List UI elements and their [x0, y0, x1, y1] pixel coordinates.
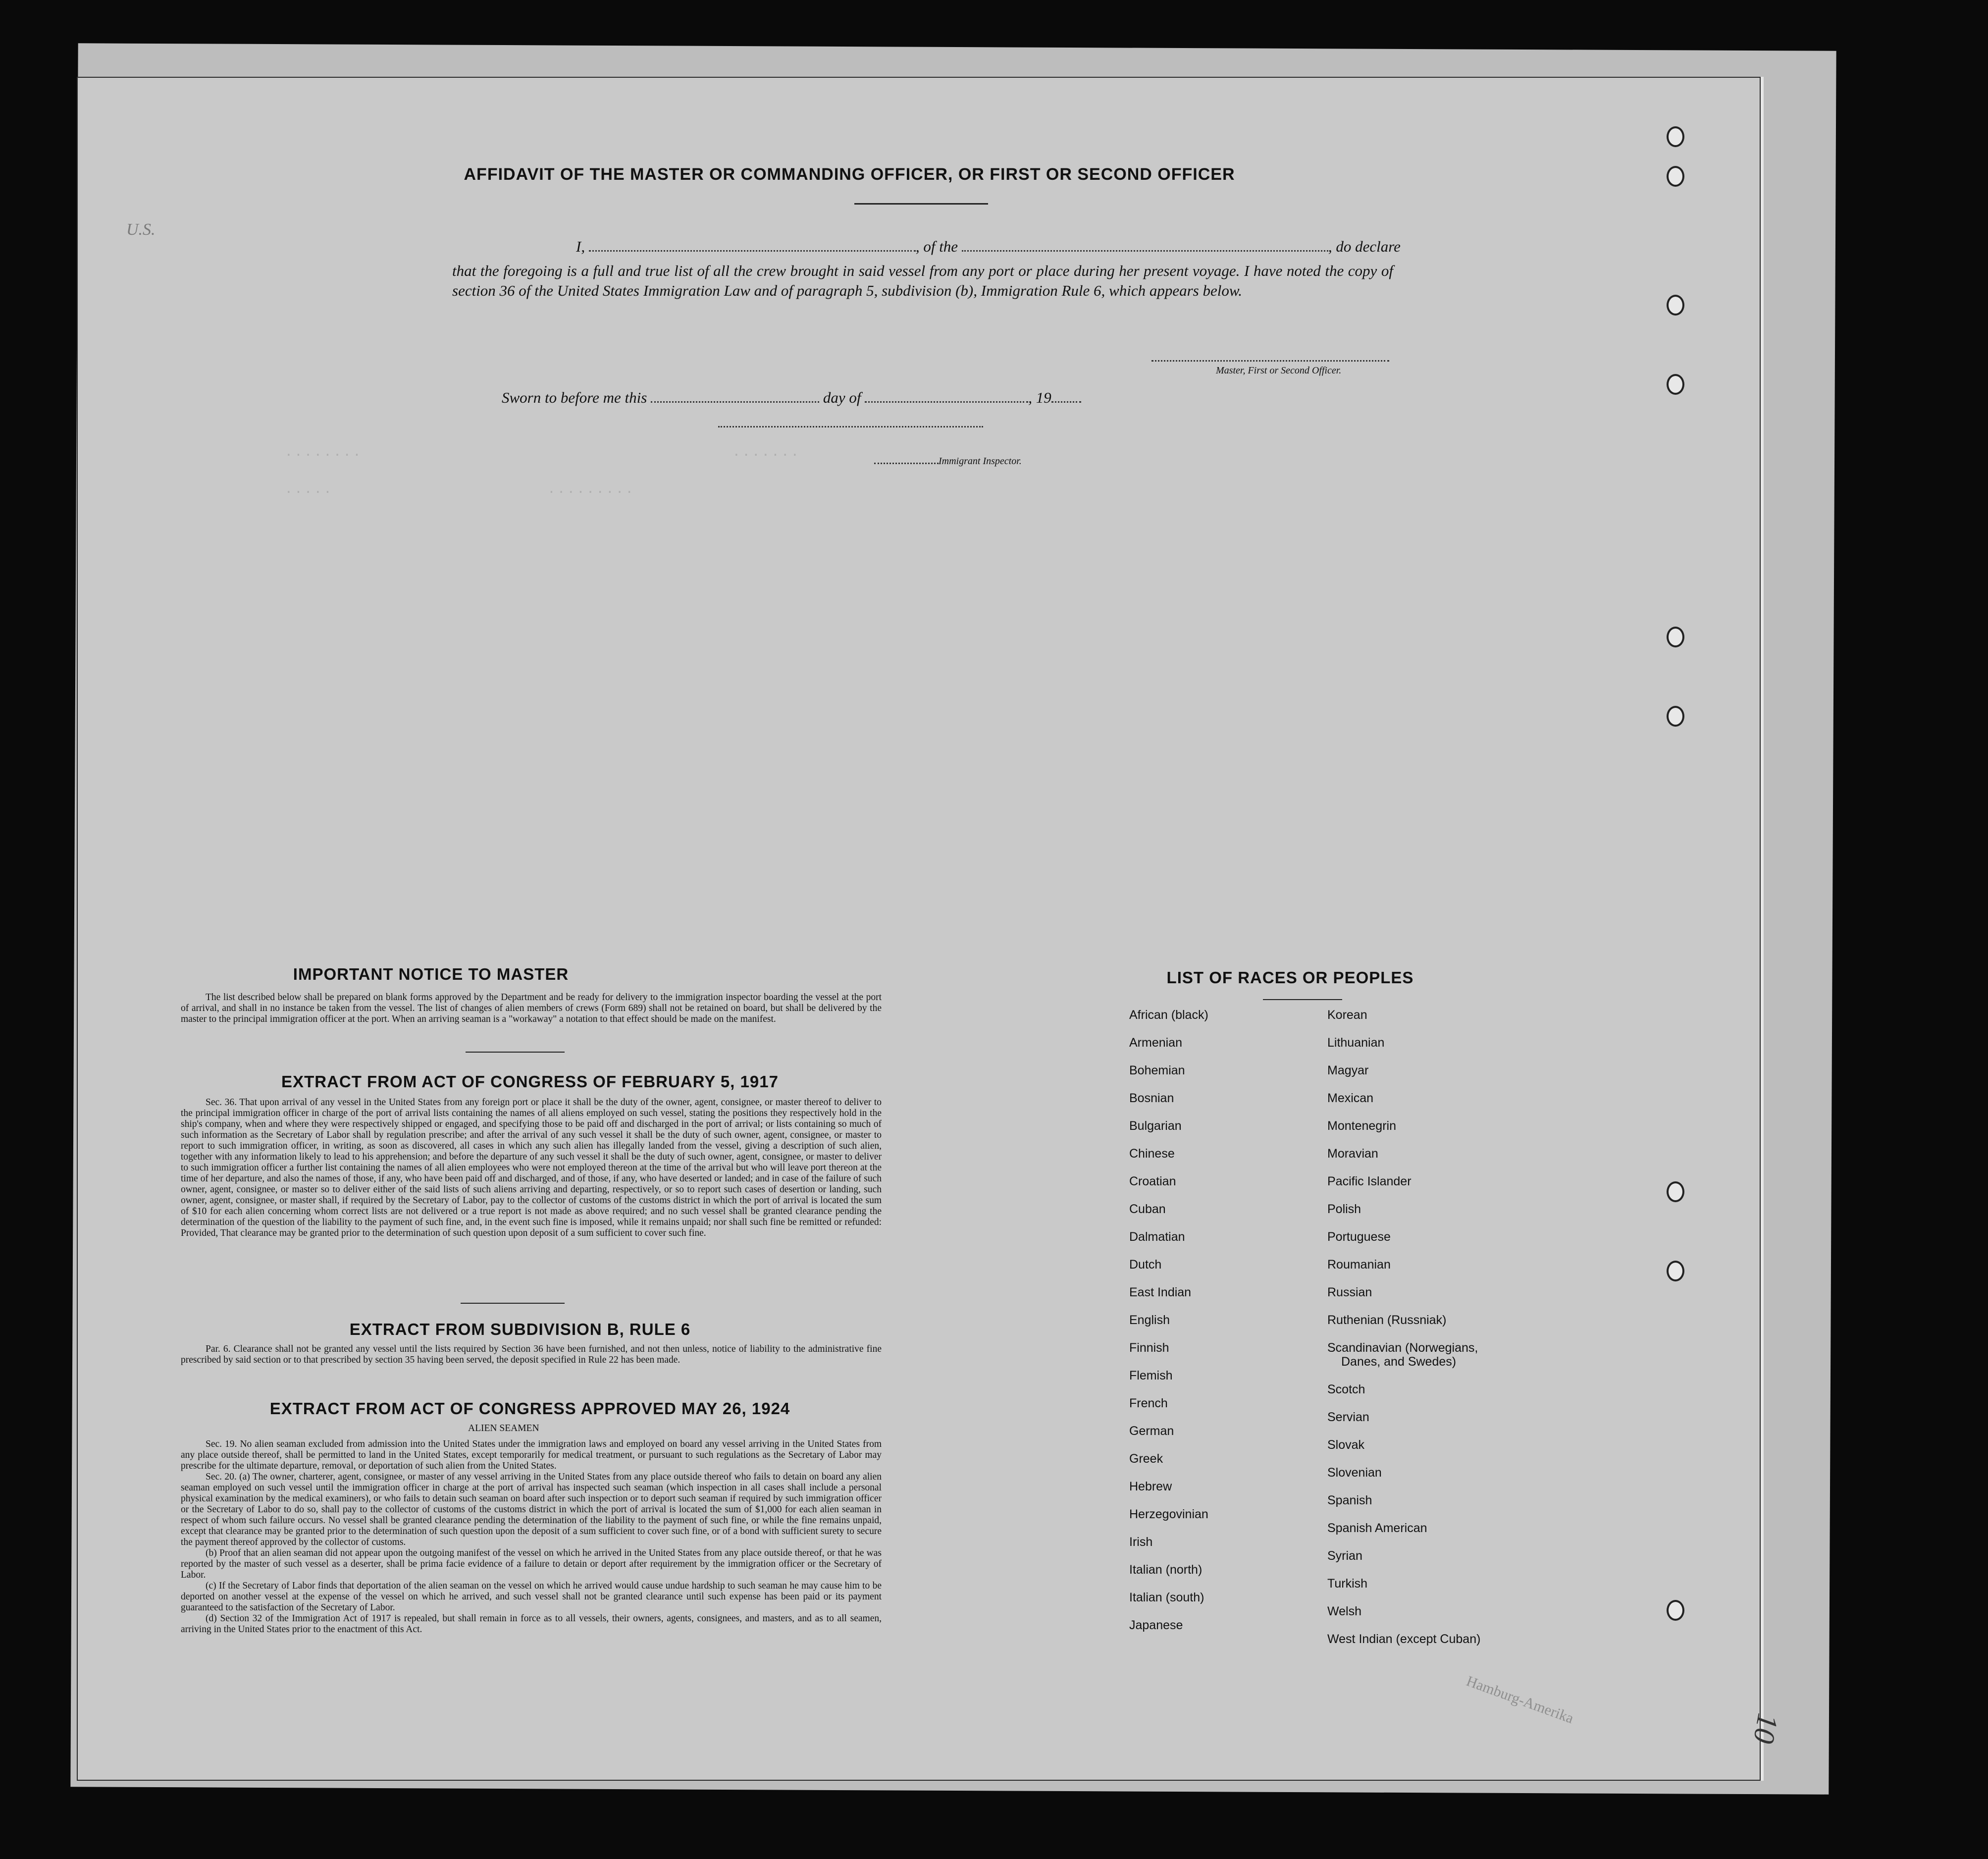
sworn-year-field[interactable]	[1051, 401, 1081, 403]
faded-stamp: Hamburg-Amerika	[1464, 1673, 1576, 1727]
race-item: Pacific Islander	[1327, 1174, 1412, 1188]
binder-hole	[1667, 295, 1684, 316]
race-item: Chinese	[1129, 1147, 1175, 1161]
race-item: Syrian	[1327, 1549, 1362, 1563]
extract-1917-rule	[461, 1303, 565, 1304]
race-item: Dalmatian	[1129, 1230, 1185, 1244]
sworn-month-field[interactable]	[865, 401, 1028, 403]
affidavit-body: that the foregoing is a full and true list of all the crew brought in said vessel from any port or place during her present voyage. I have noted the copy of section 36 of the United States Immigration Law and of paragraph 5, subdivision (b), Immigration Rule 6, which appears below.	[452, 262, 1393, 299]
race-item: French	[1129, 1396, 1168, 1410]
binder-hole	[1667, 374, 1684, 395]
manifest-page	[77, 77, 1785, 1781]
race-item: Slovak	[1327, 1438, 1365, 1452]
extract-1924-p4: (c) If the Secretary of Labor finds that deportation of the alien seaman on the vessel on which he arrived would cause undue hardship to such seaman he may cause him to be deported on another vessel at the expense of the vessel on which he arrived, and such vessel shall not be granted clearance until such expense has been paid or its payment guaranteed to the satisfaction of the Secretary of Labor.	[181, 1581, 882, 1613]
extract-1924-p5: (d) Section 32 of the Immigration Act of 1917 is repealed, but shall remain in force as to all vessels, their owners, agents, consignees, and masters, and as to all seamen, arriving in the United States prior to the enactment of this Act.	[181, 1613, 882, 1635]
affidavit-title: AFFIDAVIT OF THE MASTER OR COMMANDING OFFICER, OR FIRST OR SECOND OFFICER	[464, 165, 1235, 184]
race-item: Russian	[1327, 1285, 1372, 1299]
extract-1917-body: Sec. 36. That upon arrival of any vessel in the United States from any foreign port or place it shall be the duty of the owner, agent, consignee, or master thereof to deliver to the principal immigration officer in charge of the port of arrival lists containing the names of all aliens employed on such vessel, stating the positions they respectively hold in the ship's company, when and where they were respectively shipped or engaged, and specifying those to be paid off and discharged in the port of arrival; or lists containing so much of such information as the Secretary of Labor shall by regulation prescribe; and after the arrival of any such vessel it shall be the duty of such owner, agent, consignee, or master to report to such immigration officer, in writing, as soon as discovered, all cases in which any such alien has illegally landed from the vessel, giving a description of such alien, together with any information likely to lead to his apprehension; and before the departure of any such vessel it shall be the duty of such owner, agent, consignee, or master to deliver to such immigration officer a further list containing the names of all alien employees who were not employed thereon at the time of the arrival but who will leave port thereon at the time of her departure, and also the names of those, if any, who have been paid off and discharged, and of those, if any, who have deserted or landed; and in case of the failure of such owner, agent, consignee, or master so to deliver either of the said lists of such aliens arriving and departing, respectively, or so to report such cases of desertion or landing, such owner, agent, consignee, or master shall, if required by the Secretary of Labor, pay to the collector of customs of the customs district in which the port of arrival is located the sum of $10 for each alien concerning whom correct lists are not delivered or a true report is not made as above required; and no such vessel shall be granted clearance pending the determination of the question of the liability to the payment of such fine, and, in the event such fine is imposed, while it remains unpaid; nor shall such fine be remitted or refunded: Provided, That clearance may be granted prior to the determination of such question upon deposit of a sum sufficient to cover such fine.	[181, 1097, 882, 1238]
race-item: Welsh	[1327, 1604, 1362, 1618]
race-item: Spanish American	[1327, 1521, 1427, 1535]
extract-1924-p2: Sec. 20. (a) The owner, charterer, agent, consignee, or master of any vessel arriving in the United States from any place outside thereof who fails to detain on board any alien seaman employed on such vessel until the immigration officer in charge at the port of arrival has inspected such seaman (which inspection in all cases shall include a personal physical examination by the medical examiners), or who fails to detain such seaman on board after such inspection or to deport such seaman if required by such immigration officer or the Secretary of Labor to do so, shall pay to the collector of customs of the customs district in which the port of arrival is located the sum of $1,000 for each alien seaman in respect of whom such failure occurs. No vessel shall be granted clearance pending the determination of the liability to the payment of such fine, or while the fine remains unpaid, except that clearance may be granted prior to the determination of such question upon the deposit of a sum sufficient to cover such fine, or of a bond with sufficient surety to secure the payment thereof approved by the collector of customs.	[181, 1472, 882, 1547]
race-item: Italian (north)	[1129, 1563, 1203, 1577]
top-left-mark: U.S.	[126, 220, 156, 239]
sworn-day-of: day of	[823, 389, 861, 406]
race-item: Korean	[1327, 1008, 1367, 1022]
race-item: Polish	[1327, 1202, 1361, 1216]
affidavit-title-rule	[854, 203, 988, 205]
race-item: West Indian (except Cuban)	[1327, 1632, 1481, 1646]
race-item: Armenian	[1129, 1036, 1182, 1050]
race-item: Croatian	[1129, 1174, 1176, 1188]
race-item: Italian (south)	[1129, 1591, 1204, 1604]
binder-hole	[1667, 1181, 1684, 1202]
race-item: Magyar	[1327, 1063, 1369, 1077]
races-rule	[1263, 999, 1342, 1000]
vessel-name-field[interactable]	[962, 250, 1328, 252]
race-item: African (black)	[1129, 1008, 1208, 1022]
label-of-the: , of the	[915, 238, 958, 255]
label-do-declare: , do declare	[1328, 238, 1401, 255]
race-item: Japanese	[1129, 1618, 1183, 1632]
inspector-caption: Immigrant Inspector.	[939, 456, 1022, 467]
subdivision-title: EXTRACT FROM SUBDIVISION B, RULE 6	[349, 1320, 691, 1338]
race-item: Irish	[1129, 1535, 1153, 1549]
race-item: Turkish	[1327, 1577, 1368, 1591]
extract-1924-p3: (b) Proof that an alien seaman did not appear upon the outgoing manifest of the vessel on which he arrived in the United States from any place outside thereof, or that he was reported by the master of such vessel as a deserter, shall be prima facie evidence of a failure to detain or deport after requirement by the immigration officer or the Secretary of Labor.	[181, 1548, 882, 1580]
notice-title: IMPORTANT NOTICE TO MASTER	[293, 965, 569, 983]
race-item: Slovenian	[1327, 1466, 1382, 1480]
race-item: Scandinavian (Norwegians,	[1327, 1341, 1478, 1355]
binder-hole	[1667, 166, 1684, 187]
race-item: Finnish	[1129, 1341, 1169, 1355]
race-item: Hebrew	[1129, 1480, 1172, 1493]
sworn-year: , 19	[1028, 389, 1051, 406]
race-item: Dutch	[1129, 1258, 1162, 1272]
race-item: English	[1129, 1313, 1170, 1327]
race-item: Lithuanian	[1327, 1036, 1385, 1050]
race-item: Greek	[1129, 1452, 1163, 1466]
label-i: I,	[576, 238, 585, 255]
notice-rule	[466, 1052, 565, 1053]
race-item: Ruthenian (Russniak)	[1327, 1313, 1447, 1327]
race-item: German	[1129, 1424, 1174, 1438]
bleed-through: ........ ....... ..... .........	[285, 444, 801, 496]
race-item: Servian	[1327, 1410, 1369, 1424]
race-item: Portuguese	[1327, 1230, 1391, 1244]
race-item: Roumanian	[1327, 1258, 1391, 1272]
race-item: Bulgarian	[1129, 1119, 1182, 1133]
master-name-field[interactable]	[589, 250, 916, 252]
races-title: LIST OF RACES OR PEOPLES	[1166, 968, 1414, 987]
race-item: East Indian	[1129, 1285, 1192, 1299]
extract-1924-p1: Sec. 19. No alien seaman excluded from admission into the United States under the immigration laws and employed on board any vessel arriving in the United States from any place outside thereof, shall be permitted to land in the United States, except temporarily for medical treatment, or pursuant to such regulations as the Secretary of Labor may prescribe for the ultimate departure, removal, or deportation of such alien from the United States.	[181, 1439, 882, 1471]
binder-hole	[1667, 706, 1684, 727]
extract-1917-title: EXTRACT FROM ACT OF CONGRESS OF FEBRUARY 5, 1917	[281, 1072, 779, 1091]
binder-hole	[1667, 627, 1684, 647]
binder-hole	[1667, 1261, 1684, 1281]
affidavit-declaration-line	[502, 238, 1492, 256]
race-item: Moravian	[1327, 1147, 1378, 1161]
sworn-prefix: Sworn to before me this	[502, 389, 647, 406]
race-item: Bosnian	[1129, 1091, 1174, 1105]
sworn-line	[502, 389, 1081, 407]
race-item: Montenegrin	[1327, 1119, 1396, 1133]
notice-body: The list described below shall be prepared on blank forms approved by the Department and be ready for delivery to the immigration inspector boarding the vessel at the port of arrival, and shall in no instance be taken from the vessel. The list of changes of alien members of crews (Form 689) shall not be retained on board, but shall be delivered by the master to the principal immigration officer at the port. When an arriving seaman is a "workaway" a notation to that effect should be made on the manifest.	[181, 992, 882, 1024]
sworn-day-field[interactable]	[651, 401, 819, 403]
binder-hole	[1667, 126, 1684, 147]
master-signature-field[interactable]	[1151, 360, 1389, 362]
race-item: Flemish	[1129, 1369, 1173, 1382]
race-item: Mexican	[1327, 1091, 1374, 1105]
extract-1924-title: EXTRACT FROM ACT OF CONGRESS APPROVED MAY 26, 1924	[269, 1399, 790, 1418]
inspector-caption-line	[874, 456, 1022, 467]
inspector-signature-field[interactable]	[718, 426, 983, 427]
corner-number: 10	[1747, 1711, 1785, 1746]
race-item: Cuban	[1129, 1202, 1166, 1216]
binder-hole	[1667, 1600, 1684, 1621]
extract-1924-body	[181, 1439, 882, 1635]
race-item: Spanish	[1327, 1493, 1372, 1507]
extract-1924-subtitle: ALIEN SEAMEN	[468, 1423, 539, 1434]
master-caption: Master, First or Second Officer.	[1216, 365, 1342, 376]
race-item: Herzegovinian	[1129, 1507, 1208, 1521]
race-item: Scotch	[1327, 1382, 1365, 1396]
race-item: Bohemian	[1129, 1063, 1185, 1077]
subdivision-body: Par. 6. Clearance shall not be granted any vessel until the lists required by Section 36 have been furnished, and not then unless, notice of liability to the administrative fine prescribed by said section or to that prescribed by section 35 having been served, the deposit specified in Rule 22 has been made.	[181, 1344, 882, 1365]
race-item: Danes, and Swedes)	[1341, 1355, 1457, 1369]
